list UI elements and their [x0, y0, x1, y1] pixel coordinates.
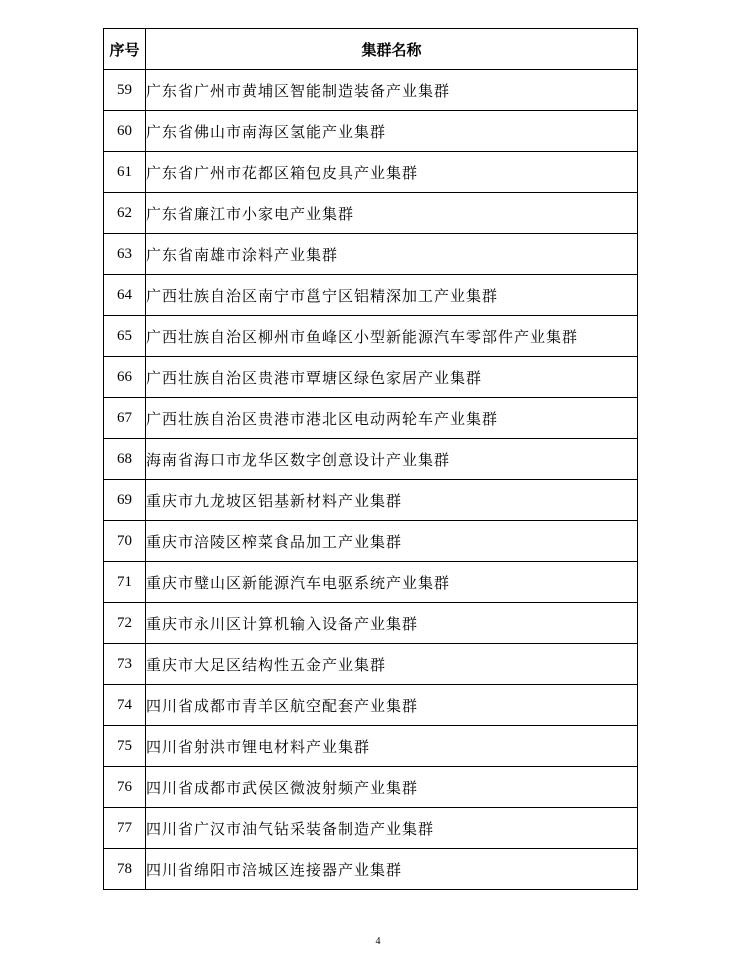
row-serial-number: 62: [104, 193, 146, 234]
row-cluster-name: 四川省成都市青羊区航空配套产业集群: [146, 685, 638, 726]
row-serial-number: 74: [104, 685, 146, 726]
row-serial-number: 66: [104, 357, 146, 398]
row-serial-number: 75: [104, 726, 146, 767]
row-cluster-name: 广东省廉江市小家电产业集群: [146, 193, 638, 234]
row-cluster-name: 重庆市涪陵区榨菜食品加工产业集群: [146, 521, 638, 562]
row-serial-number: 61: [104, 152, 146, 193]
header-cluster-name: 集群名称: [146, 29, 638, 70]
row-cluster-name: 四川省射洪市锂电材料产业集群: [146, 726, 638, 767]
row-serial-number: 60: [104, 111, 146, 152]
row-serial-number: 71: [104, 562, 146, 603]
row-cluster-name: 重庆市大足区结构性五金产业集群: [146, 644, 638, 685]
table-row: [104, 480, 638, 521]
row-serial-number: 72: [104, 603, 146, 644]
table-row: [104, 357, 638, 398]
table-header-row: [104, 29, 638, 70]
row-serial-number: 67: [104, 398, 146, 439]
table-row: [104, 685, 638, 726]
row-serial-number: 69: [104, 480, 146, 521]
table-row: [104, 644, 638, 685]
row-cluster-name: 重庆市璧山区新能源汽车电驱系统产业集群: [146, 562, 638, 603]
row-cluster-name: 海南省海口市龙华区数字创意设计产业集群: [146, 439, 638, 480]
row-serial-number: 78: [104, 849, 146, 890]
row-serial-number: 73: [104, 644, 146, 685]
cluster-table: [103, 28, 638, 890]
row-serial-number: 59: [104, 70, 146, 111]
table-row: [104, 562, 638, 603]
row-cluster-name: 广西壮族自治区柳州市鱼峰区小型新能源汽车零部件产业集群: [146, 316, 638, 357]
table-row: [104, 398, 638, 439]
row-cluster-name: 广东省南雄市涂料产业集群: [146, 234, 638, 275]
row-cluster-name: 广东省广州市黄埔区智能制造装备产业集群: [146, 70, 638, 111]
header-serial-number: 序号: [104, 29, 146, 70]
table-row: [104, 849, 638, 890]
table-row: [104, 767, 638, 808]
table-row: [104, 193, 638, 234]
row-serial-number: 64: [104, 275, 146, 316]
row-cluster-name: 广西壮族自治区贵港市覃塘区绿色家居产业集群: [146, 357, 638, 398]
row-cluster-name: 四川省广汉市油气钻采装备制造产业集群: [146, 808, 638, 849]
table-row: [104, 275, 638, 316]
row-serial-number: 77: [104, 808, 146, 849]
table-row: [104, 234, 638, 275]
table-row: [104, 521, 638, 562]
row-cluster-name: 广西壮族自治区贵港市港北区电动两轮车产业集群: [146, 398, 638, 439]
table-row: [104, 603, 638, 644]
row-serial-number: 68: [104, 439, 146, 480]
table-row: [104, 726, 638, 767]
row-cluster-name: 重庆市九龙坡区铝基新材料产业集群: [146, 480, 638, 521]
row-cluster-name: 四川省成都市武侯区微波射频产业集群: [146, 767, 638, 808]
table-row: [104, 152, 638, 193]
row-cluster-name: 广东省广州市花都区箱包皮具产业集群: [146, 152, 638, 193]
row-cluster-name: 重庆市永川区计算机输入设备产业集群: [146, 603, 638, 644]
row-cluster-name: 四川省绵阳市涪城区连接器产业集群: [146, 849, 638, 890]
row-serial-number: 76: [104, 767, 146, 808]
row-cluster-name: 广东省佛山市南海区氢能产业集群: [146, 111, 638, 152]
row-cluster-name: 广西壮族自治区南宁市邕宁区铝精深加工产业集群: [146, 275, 638, 316]
page-number: 4: [375, 936, 381, 947]
table-row: [104, 111, 638, 152]
table-row: [104, 70, 638, 111]
table-body: [104, 70, 638, 890]
table-row: [104, 316, 638, 357]
row-serial-number: 70: [104, 521, 146, 562]
table-row: [104, 808, 638, 849]
row-serial-number: 65: [104, 316, 146, 357]
row-serial-number: 63: [104, 234, 146, 275]
table-row: [104, 439, 638, 480]
